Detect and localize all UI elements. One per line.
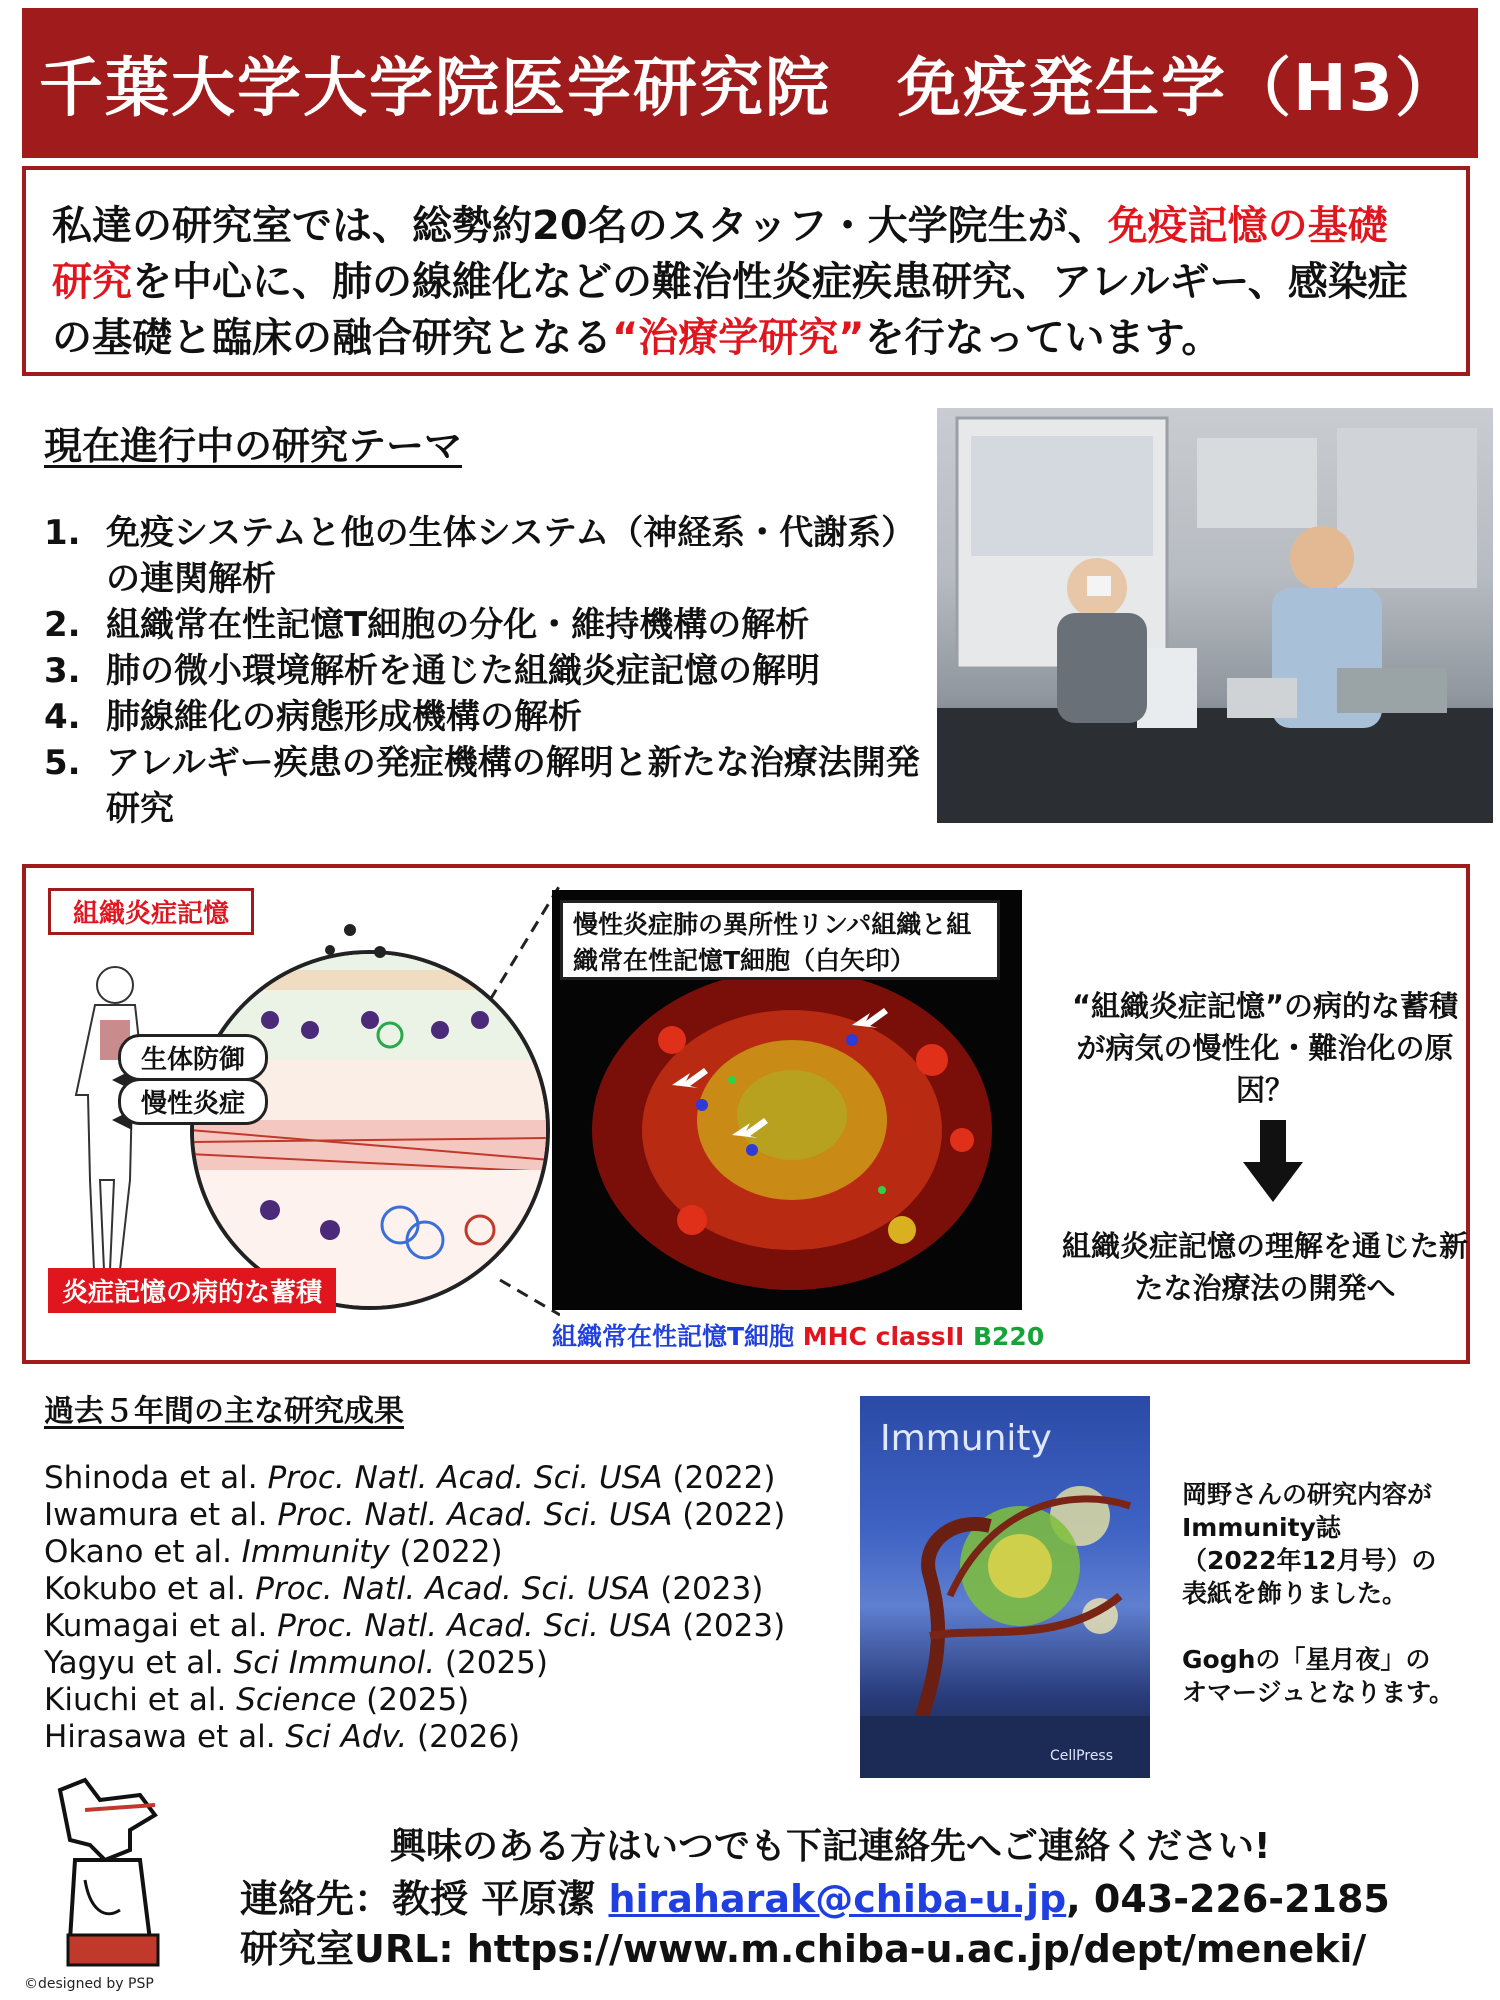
pub-authors: Kokubo et al. <box>44 1571 256 1607</box>
page-title: 千葉大学大学院医学研究院 免疫発生学（H3） <box>38 52 1462 126</box>
intro-line3-b: を行なっています。 <box>864 315 1222 361</box>
publication-item <box>44 1571 785 1608</box>
theme-number: 2. <box>44 605 81 645</box>
pub-journal: Sci Immunol. <box>233 1645 436 1681</box>
pub-journal: Proc. Natl. Acad. Sci. USA <box>277 1497 673 1533</box>
cover-note-line: Goghの「星月夜」の <box>1182 1645 1431 1674</box>
pub-journal: Sci Adv. <box>285 1719 408 1755</box>
intro-line2-highlight: 研究 <box>52 259 132 305</box>
cover-note <box>1182 1478 1482 1709</box>
themes-list <box>44 510 934 832</box>
intro-line1-highlight: 免疫記憶の基礎 <box>1107 203 1388 249</box>
pub-authors: Hirasawa et al. <box>44 1719 286 1755</box>
pub-year: (2025) <box>435 1645 548 1681</box>
theme-item <box>44 694 934 740</box>
cover-note-line: 表紙を飾りました。 <box>1182 1579 1408 1608</box>
theme-text: アレルギー疾患の発症機構の解明と新たな治療法開発研究 <box>106 743 920 829</box>
pub-year: (2023) <box>650 1571 764 1607</box>
publication-item <box>44 1497 785 1534</box>
cover-note-line: 岡野さんの研究内容が <box>1182 1480 1433 1509</box>
contact-phone: , 043-226-2185 <box>1066 1877 1390 1921</box>
publication-item <box>44 1682 785 1719</box>
pub-journal: Science <box>236 1682 357 1718</box>
cover-journal-title: Immunity <box>880 1418 1052 1459</box>
journal-cover <box>860 1396 1150 1778</box>
defense-label: 生体防御 <box>118 1034 268 1081</box>
publications-heading: 過去５年間の主な研究成果 <box>44 1394 404 1429</box>
cover-note-line: Immunity誌 <box>1182 1513 1341 1542</box>
cover-publisher: CellPress <box>1050 1748 1114 1764</box>
pub-authors: Yagyu et al. <box>44 1645 234 1681</box>
pub-journal: Proc. Natl. Acad. Sci. USA <box>255 1571 651 1607</box>
legend-b220: B220 <box>972 1322 1045 1351</box>
theme-number: 5. <box>44 743 81 783</box>
publication-item <box>44 1719 785 1756</box>
pub-year: (2025) <box>356 1682 470 1718</box>
lab-photo-illustration <box>937 408 1493 823</box>
pub-journal: Proc. Natl. Acad. Sci. USA <box>277 1608 673 1644</box>
pub-year: (2022) <box>662 1460 776 1496</box>
theme-text: 組織常在性記憶T細胞の分化・維持機構の解析 <box>106 605 810 645</box>
lab-photo <box>937 408 1493 823</box>
pub-authors: Okano et al. <box>44 1534 242 1570</box>
pub-journal: Proc. Natl. Acad. Sci. USA <box>267 1460 663 1496</box>
pub-journal: Immunity <box>241 1534 390 1570</box>
pub-year: (2022) <box>672 1497 786 1533</box>
cover-note-line: （2022年12月号）の <box>1182 1546 1437 1575</box>
header-banner <box>22 8 1478 158</box>
theme-number: 3. <box>44 651 81 691</box>
intro-line1-a: 私達の研究室では、総勢約20名のスタッフ・大学院生が、 <box>52 203 1108 249</box>
theme-item <box>44 740 934 832</box>
contact-email-link[interactable]: hiraharak@chiba-u.jp <box>608 1877 1067 1921</box>
cover-note-line: オマージュとなります。 <box>1182 1678 1455 1707</box>
theme-item <box>44 648 934 694</box>
pub-year: (2026) <box>407 1719 521 1755</box>
micrograph-caption: 慢性炎症肺の異所性リンパ組織と組織常在性記憶T細胞（白矢印） <box>560 900 1000 980</box>
publications-list <box>44 1460 785 1756</box>
pub-authors: Iwamura et al. <box>44 1497 278 1533</box>
theme-text: 肺線維化の病態形成機構の解析 <box>106 697 582 737</box>
theme-number: 4. <box>44 697 81 737</box>
conclusion-question: “組織炎症記憶”の病的な蓄積が病気の慢性化・難治化の原因？ <box>1071 989 1459 1107</box>
intro-line2-b: を中心に、肺の線維化などの難治性炎症疾患研究、アレルギー、感染症 <box>132 259 1408 305</box>
pub-year: (2023) <box>672 1608 786 1644</box>
pub-year: (2022) <box>389 1534 503 1570</box>
micrograph-legend <box>552 1317 1044 1353</box>
publication-item <box>44 1608 785 1645</box>
legend-trm: 組織常在性記憶T細胞 <box>552 1322 795 1351</box>
pub-authors: Kumagai et al. <box>44 1608 278 1644</box>
chronic-inflammation-label: 慢性炎症 <box>118 1078 268 1125</box>
down-arrow-icon <box>1243 1120 1303 1202</box>
conclusion-goal: 組織炎症記憶の理解を通じた新たな治療法の開発へ <box>1061 1229 1468 1305</box>
theme-text: 免疫システムと他の生体システム（神経系・代謝系）の連関解析 <box>106 513 916 599</box>
themes-heading: 現在進行中の研究テーマ <box>44 424 463 468</box>
tissue-memory-label: 組織炎症記憶 <box>48 888 254 935</box>
intro-line3-a: の基礎と臨床の融合研究となる <box>52 315 612 361</box>
contact-label: 連絡先：教授 平原潔 <box>240 1877 609 1921</box>
design-credit: ©designed by PSP <box>24 1976 154 1992</box>
theme-number: 1. <box>44 513 81 553</box>
contact-line <box>240 1868 1390 1923</box>
contact-cta: 興味のある方はいつでも下記連絡先へご連絡ください! <box>390 1826 1271 1867</box>
intro-line3-highlight: “治療学研究” <box>612 315 865 361</box>
pub-authors: Shinoda et al. <box>44 1460 268 1496</box>
mascot-logo <box>30 1770 190 1970</box>
publication-item <box>44 1460 785 1497</box>
lab-url[interactable]: 研究室URL: https://www.m.chiba-u.ac.jp/dept/meneki/ <box>240 1927 1367 1971</box>
legend-mhc: MHC classII <box>802 1322 965 1351</box>
pathological-accumulation-label: 炎症記憶の病的な蓄積 <box>48 1268 336 1313</box>
publication-item <box>44 1534 785 1571</box>
theme-item <box>44 602 934 648</box>
theme-text: 肺の微小環境解析を通じた組織炎症記憶の解明 <box>106 651 820 691</box>
intro-box <box>22 166 1470 376</box>
theme-item <box>44 510 934 602</box>
publication-item <box>44 1645 785 1682</box>
pub-authors: Kiuchi et al. <box>44 1682 237 1718</box>
intro-text <box>52 198 1440 366</box>
